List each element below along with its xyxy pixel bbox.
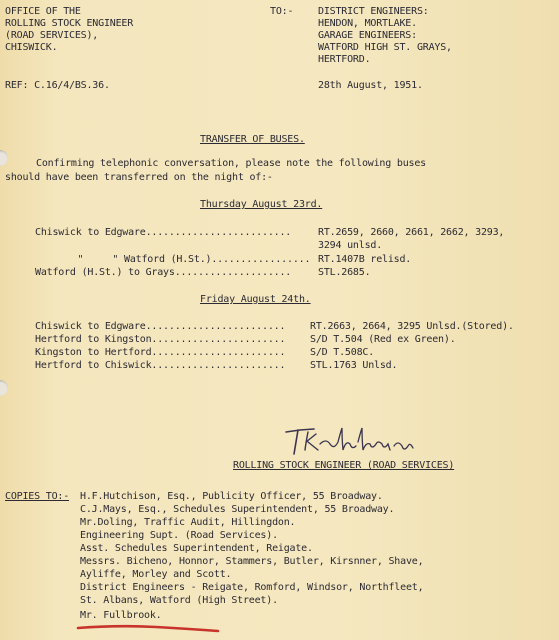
from-line-4: CHISWICK.	[5, 42, 58, 53]
copies-label: COPIES TO:-	[5, 491, 70, 502]
transfer-buses: S/D T.508C.	[310, 347, 375, 358]
transfer-buses: STL.1763 Unlsd.	[310, 360, 398, 371]
transfer-route: Kingston to Hertford.......................	[35, 347, 286, 358]
transfer-buses: RT.1407B relisd.	[318, 254, 412, 265]
punch-hole-bottom	[0, 380, 8, 396]
to-line-5: HERTFORD.	[318, 54, 371, 65]
transfer-buses: STL.2685.	[318, 267, 371, 278]
transfer-route: Hertford to Kingston.......................	[35, 334, 286, 345]
copy-recipient: Mr.Doling, Traffic Audit, Hillingdon.	[80, 517, 296, 528]
to-line-2: HENDON, MORTLAKE.	[318, 18, 417, 29]
from-line-2: ROLLING STOCK ENGINEER	[5, 18, 134, 29]
copy-recipient: Asst. Schedules Superintendent, Reigate.	[80, 543, 313, 554]
to-line-1: DISTRICT ENGINEERS:	[318, 6, 429, 17]
copy-recipient: Ayliffe, Morley and Scott.	[80, 569, 232, 580]
copy-recipient: Engineering Supt. (Road Services).	[80, 530, 278, 541]
transfer-route: Hertford to Chiswick.......................	[35, 360, 286, 371]
copy-recipient-highlighted: Mr. Fullbrook.	[80, 610, 162, 621]
from-line-1: OFFICE OF THE	[5, 6, 81, 17]
transfer-route: Chiswick to Edgware........................	[35, 321, 286, 332]
red-pen-underline	[76, 622, 226, 636]
copy-recipient: Messrs. Bicheno, Honnor, Stammers, Butler, Kirsnner, Shave,	[80, 556, 424, 567]
transfer-buses: S/D T.504 (Red ex Green).	[310, 334, 456, 345]
section-heading-friday: Friday August 24th.	[200, 294, 311, 305]
transfer-buses: RT.2663, 2664, 3295 Unlsd.(Stored).	[310, 321, 514, 332]
copy-recipient: District Engineers - Reigate, Romford, Windsor, Northfleet,	[80, 582, 424, 593]
to-line-3: GARAGE ENGINEERS:	[318, 30, 417, 41]
copy-recipient: H.F.Hutchison, Esq., Publicity Officer, 55 Broadway.	[80, 491, 383, 502]
from-line-3: (ROAD SERVICES),	[5, 30, 99, 41]
document-title: TRANSFER OF BUSES.	[200, 134, 305, 145]
copy-recipient: St. Albans, Watford (High Street).	[80, 595, 278, 606]
transfer-buses: 3294 unlsd.	[318, 240, 383, 251]
to-line-4: WATFORD HIGH ST. GRAYS,	[318, 42, 452, 53]
transfer-buses: RT.2659, 2660, 2661, 2662, 3293,	[318, 227, 505, 238]
to-label: TO:-	[270, 6, 294, 17]
copy-recipient: C.J.Mays, Esq., Schedules Superintendent, 55 Broadway.	[80, 504, 395, 515]
section-heading-thursday: Thursday August 23rd.	[200, 199, 323, 210]
intro-line-2: should have been transferred on the night of:-	[5, 172, 273, 183]
transfer-route: " " Watford (H.St.).................	[60, 254, 311, 265]
transfer-route: Chiswick to Edgware.........................	[35, 227, 292, 238]
handwritten-signature	[280, 420, 430, 460]
transfer-route: Watford (H.St.) to Grays....................	[35, 267, 292, 278]
signatory-title: ROLLING STOCK ENGINEER (ROAD SERVICES)	[233, 460, 455, 471]
letter-date: 28th August, 1951.	[318, 80, 423, 91]
punch-hole-top	[0, 150, 8, 166]
reference: REF: C.16/4/BS.36.	[5, 80, 110, 91]
intro-line-1: Confirming telephonic conversation, please note the following buses	[36, 158, 426, 169]
